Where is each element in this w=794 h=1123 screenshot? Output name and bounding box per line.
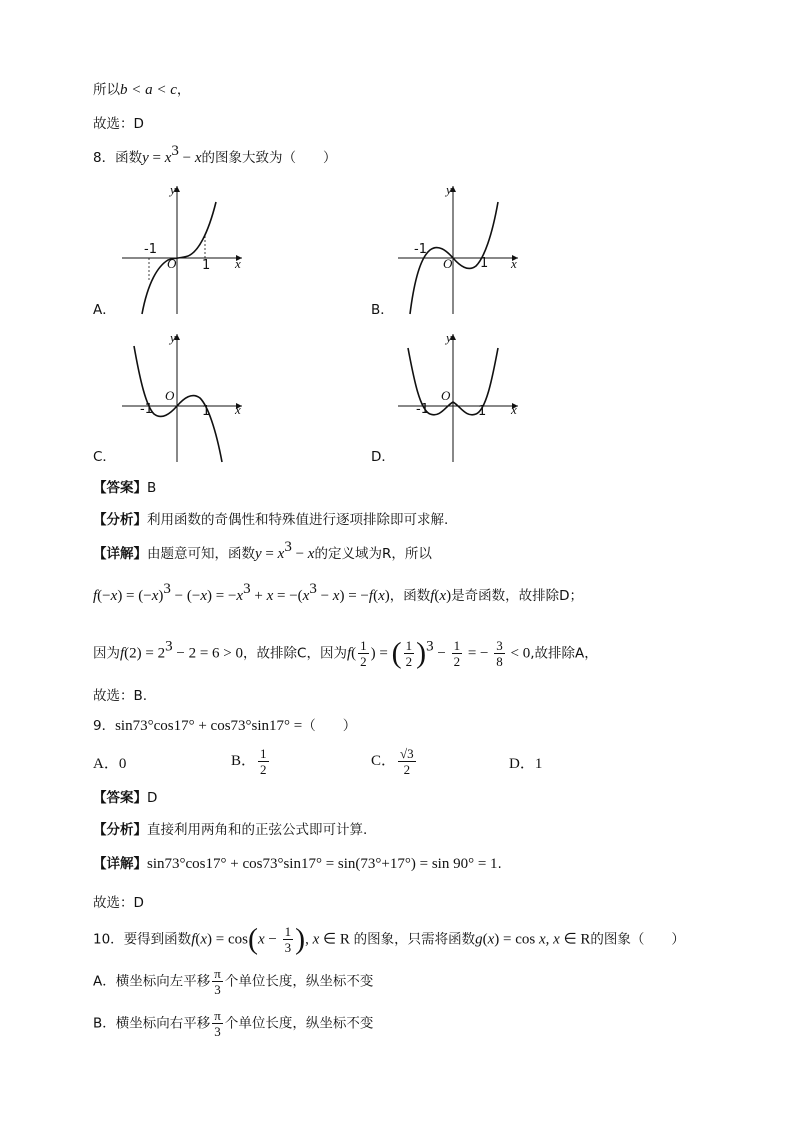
q8b-origin: O — [443, 256, 453, 271]
q9-answer — [93, 788, 157, 808]
q8-odd-tail-a: ，函数 — [389, 588, 431, 604]
q8d-x-label: x — [511, 402, 517, 417]
q8-number: 8． — [93, 150, 116, 166]
q9-detail-end: . — [497, 856, 502, 872]
prev-math: b < a < c — [120, 82, 177, 98]
q8b-tick-pos: 1 — [480, 256, 489, 271]
q9-option-d: D．1 — [509, 756, 543, 772]
q8-formula: y — [142, 150, 149, 166]
q8-because-a: 因为 — [93, 645, 120, 662]
q10-stem-c: 的图象（ ） — [590, 931, 685, 948]
q8-because-line: 因为$f(2) = 2^3 - 2 = 6 > 0$，故排除C，因为f( $\frac{1}{2}$ ) = ( $\frac{1}{2}$ )$^3$ − $\frac{1}{2}$ = − $\frac{3}{8}$ < 0,故排除A， — [93, 636, 598, 670]
q9-stem-math: sin73°cos17° + cos73°sin17° = — [115, 718, 303, 734]
q8-detail: 【详解】由题意可知，函数$y = x^3 - x$的定义域为R，所以 — [93, 539, 432, 562]
q8-graph-c — [118, 330, 248, 465]
q9-option-b: B． $\frac{1}{2}$ — [231, 746, 267, 777]
prev-choice: 故选：D — [93, 116, 144, 132]
q10-stem-a: 要得到函数 — [123, 931, 192, 948]
q9-answer-tag: 【答案】 — [93, 790, 147, 806]
q8-because-c: ,故排除A， — [530, 645, 598, 662]
q8c-origin: O — [165, 388, 175, 403]
prev-text-a: 所以 — [93, 82, 120, 98]
q9-stem-tail: （ ） — [302, 718, 357, 734]
q8-option-c-label: C． — [93, 449, 116, 465]
q8-option-a-label: A． — [93, 302, 116, 318]
q10-number: 10． — [93, 931, 124, 948]
q8d-origin: O — [441, 388, 451, 403]
q8d-tick-pos: 1 — [478, 404, 487, 419]
q8-stem-a: 函数 — [115, 150, 143, 166]
q9-stem — [93, 716, 356, 736]
q8-stem-b: 的图象大致为（ ） — [201, 150, 337, 166]
q8b-x-label: x — [511, 256, 517, 271]
q8b-tick-neg: -1 — [414, 242, 427, 257]
q8c-tick-neg: -1 — [140, 402, 153, 417]
q8a-tick-pos: 1 — [202, 258, 211, 273]
q8-choice: 故选：B. — [93, 688, 148, 704]
q8-detail-b: 的定义域为R，所以 — [314, 546, 432, 562]
q8-stem: 8．函数$y = x^3 - x$的图象大致为（ ） — [93, 143, 337, 166]
q9-number: 9． — [93, 718, 116, 734]
q9-choice: 故选：D — [93, 895, 144, 911]
q9-detail-math: sin73°cos17° + cos73°sin17° = sin(73°+17°) = sin 90° = 1 — [147, 856, 498, 872]
q8-graph-b — [394, 182, 524, 317]
q8a-x-label: x — [235, 256, 241, 271]
q8-analysis-text: 利用函数的奇偶性和特殊值进行逐项排除即可求解. — [147, 512, 449, 528]
prev-text-b: ， — [176, 82, 191, 98]
q8d-y-label: y — [446, 330, 452, 345]
q10-option-a: A．横坐标向左平移 $\frac{\pi}{3}$ 个单位长度，纵坐标不变 — [93, 966, 374, 997]
q9-detail — [93, 854, 502, 874]
q8c-x-label: x — [235, 402, 241, 417]
q9-analysis-tag: 【分析】 — [93, 822, 147, 838]
q8-analysis — [93, 510, 448, 530]
q8-option-b-label: B． — [371, 302, 394, 318]
q8c-y-label: y — [170, 330, 176, 345]
q8a-tick-neg: -1 — [144, 242, 157, 257]
q8-answer — [93, 478, 156, 498]
q8a-y-label: y — [170, 182, 176, 197]
q8-detail-a: 由题意可知，函数 — [147, 546, 255, 562]
q9-option-c: C． $\frac{√3}{2}$ — [371, 746, 414, 777]
q9-analysis-text: 直接利用两角和的正弦公式即可计算. — [147, 822, 368, 838]
q8c-tick-pos: 1 — [202, 404, 211, 419]
q8-graph-d — [394, 330, 524, 465]
q8-because-b: ，故排除C，因为 — [243, 645, 347, 662]
q10-stem-b: 的图象，只需将函数 — [353, 931, 476, 948]
q8-graph-a — [118, 182, 248, 317]
q9-answer-value: D — [147, 790, 158, 806]
q8-analysis-tag: 【分析】 — [93, 512, 147, 528]
q8-odd-line: $f(-x) = (-x)^3 - (-x) = -x^3 + x = -(x^3 - x) = -f(x)$，函数f(x)是奇函数，故排除D； — [93, 581, 583, 604]
q8b-y-label: y — [446, 182, 452, 197]
q8d-tick-neg: -1 — [416, 402, 429, 417]
q10-option-b: B．横坐标向右平移 $\frac{\pi}{3}$ 个单位长度，纵坐标不变 — [93, 1008, 374, 1039]
q8a-origin: O — [167, 256, 177, 271]
q9-detail-tag: 【详解】 — [93, 856, 147, 872]
q8-option-d-label: D． — [371, 449, 395, 465]
prev-conclusion — [93, 80, 190, 100]
q8-odd-tail-b: 是奇函数，故排除D； — [451, 588, 583, 604]
q8-detail-tag: 【详解】 — [93, 546, 147, 562]
q9-option-a: A．0 — [93, 756, 127, 772]
q9-analysis — [93, 820, 367, 840]
q10-stem: 10．要得到函数f(x) = cos(x − $\frac{1}{3}$ ), x ∈ R 的图象，只需将函数g(x) = cos x, x ∈ R的图象（ ） — [93, 922, 685, 956]
q8-answer-value: B — [147, 480, 157, 496]
q8-answer-tag: 【答案】 — [93, 480, 147, 496]
